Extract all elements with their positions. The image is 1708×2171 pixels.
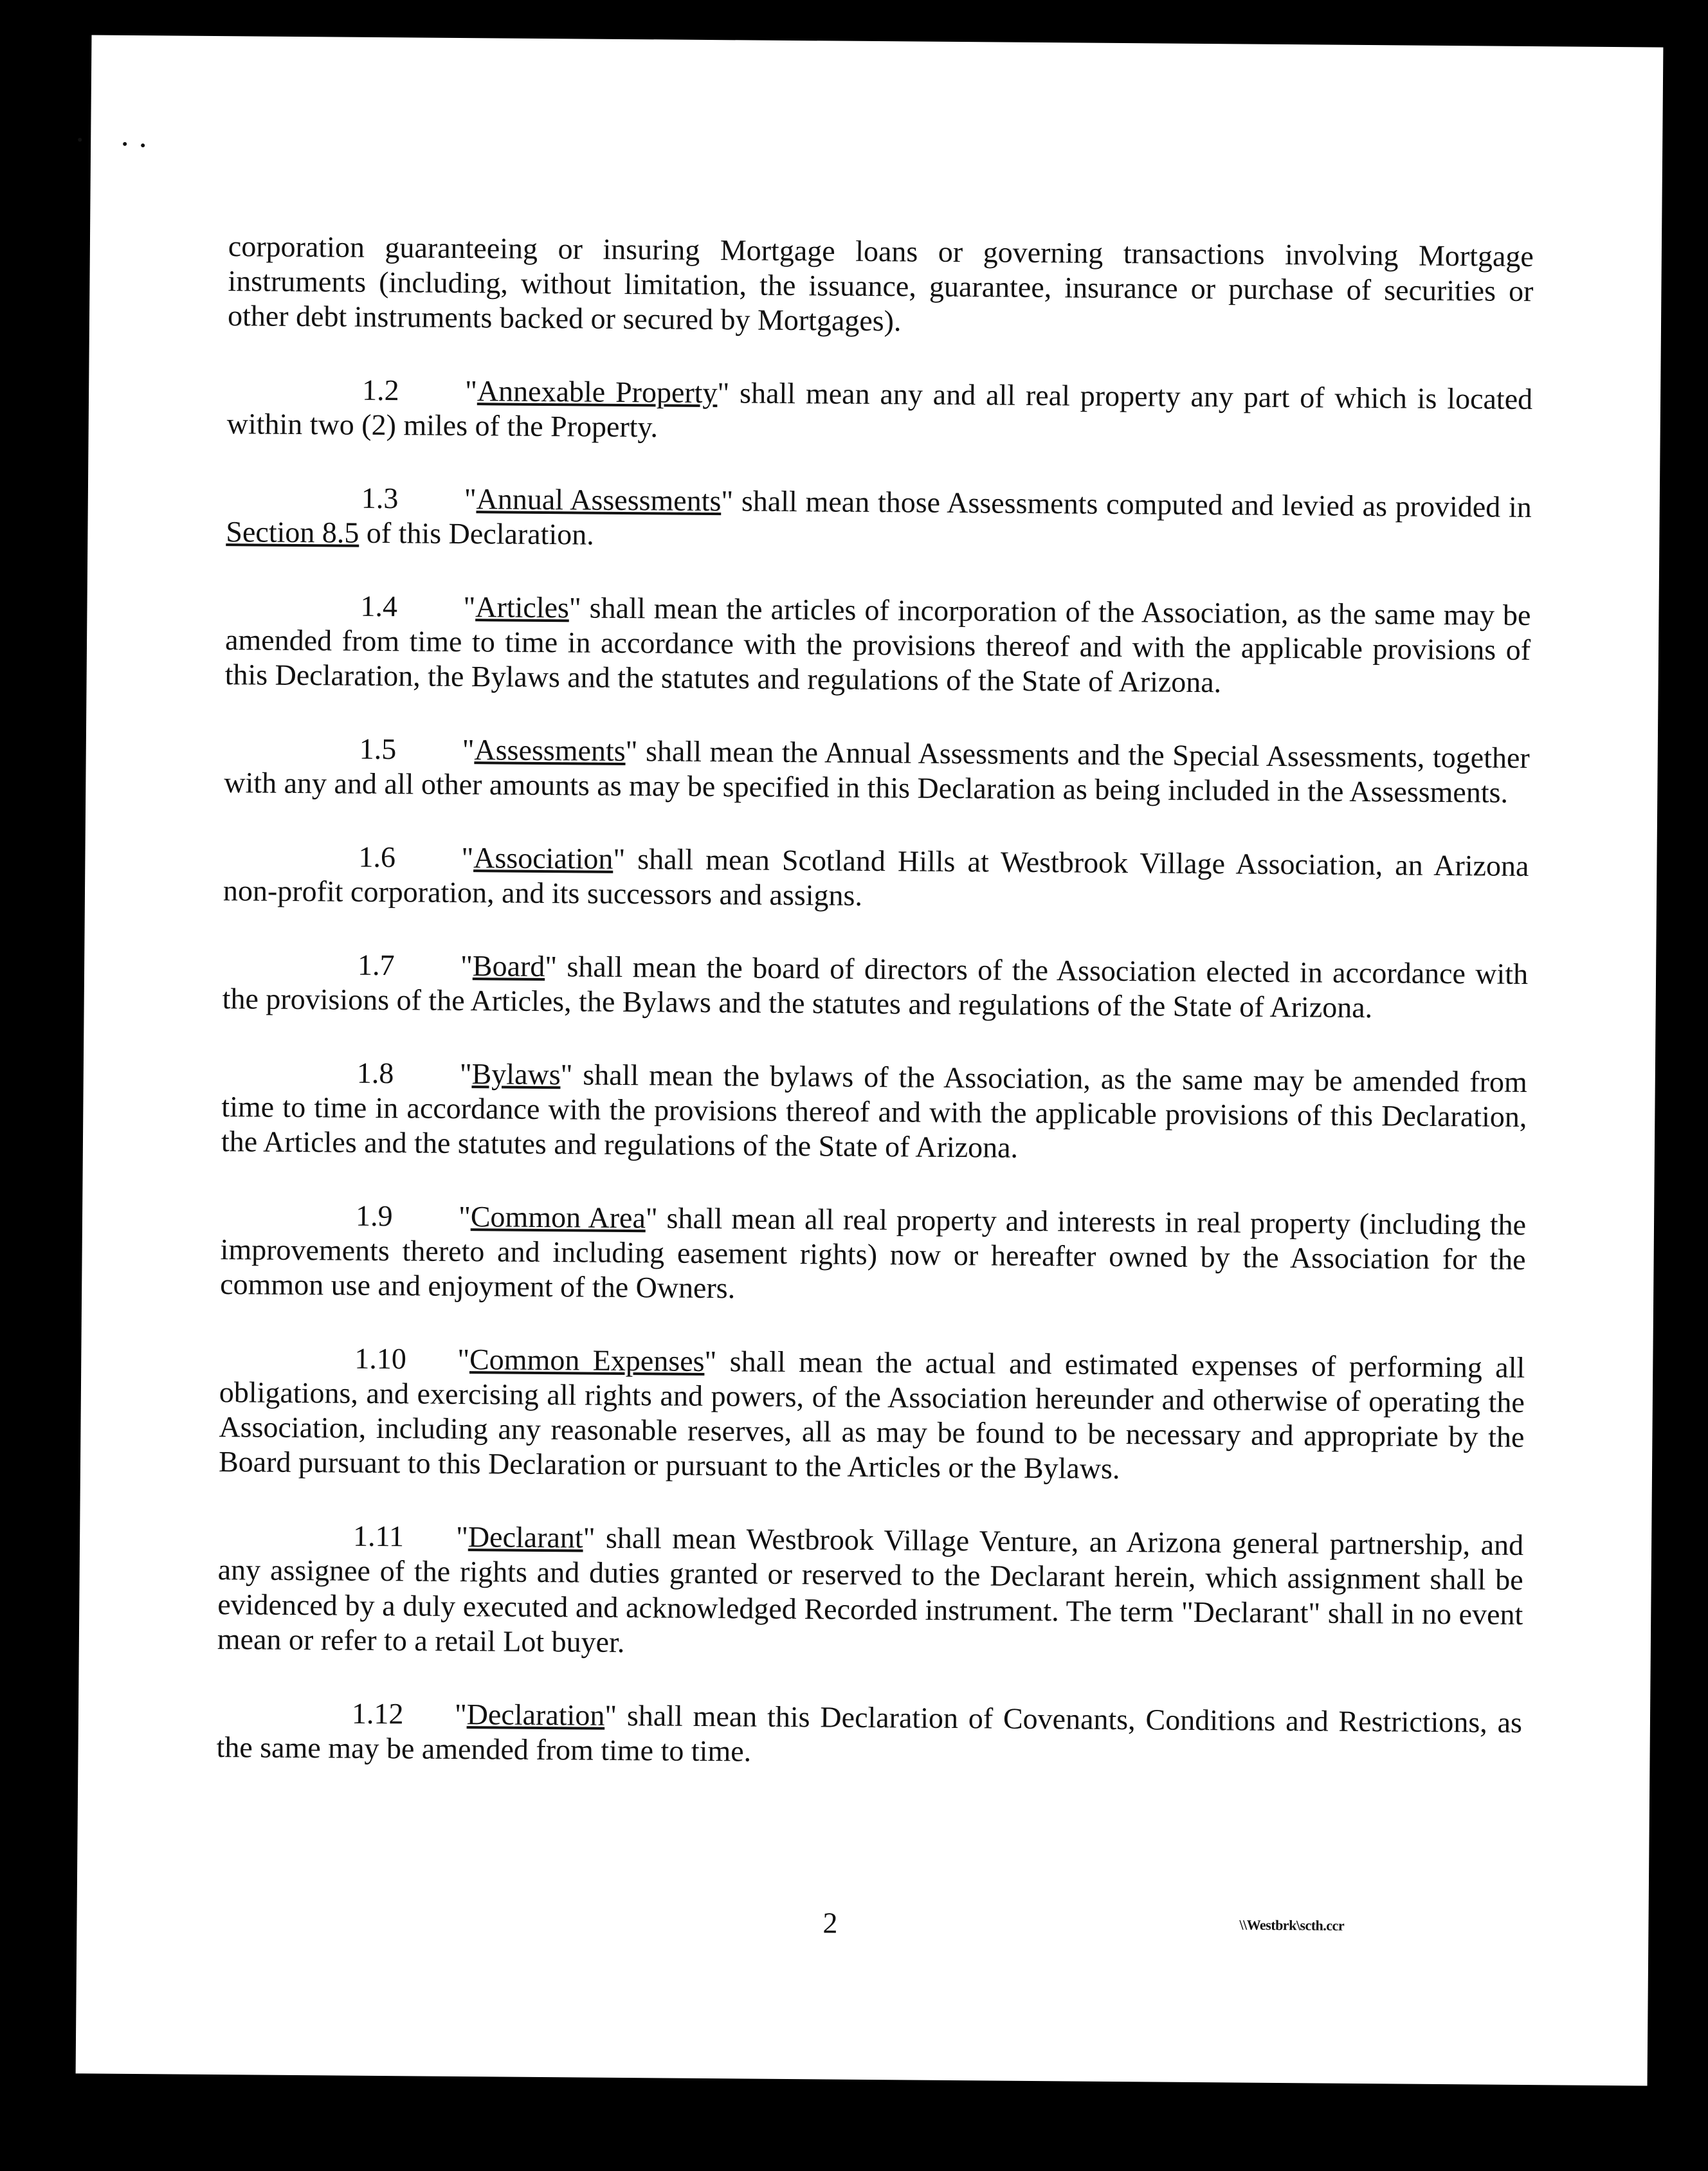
definition-1-10: 1.10 "Common Expenses" shall mean the actual and estimated expenses of performing all obligations, and exercising all rights and powers, of the Association hereunder and otherwise of operating the Association, including any reasonable reserves, all as may be found to be necessary and appropriate by the Board pursuant to this Declaration or pursuant to the Articles or the Bylaws. [218,1341,1525,1485]
scan-speck [78,138,82,141]
defined-term: Association [473,841,613,875]
definition-number: 1.12 [351,1696,404,1730]
document-body [216,229,1534,1813]
definition-number: 1.7 [357,948,395,982]
definition-text: shall mean those Assessments computed and levied as provided in [732,484,1532,524]
definition-text: of this Declaration. [359,516,594,551]
defined-term: Bylaws [471,1057,561,1091]
defined-term: Common Area [470,1200,646,1235]
document-page [76,35,1664,2085]
definition-text: shall mean the articles of incorporation of the Association, as the same may be amended from time to time in accordance with the provisions thereof and with the applicable provisions of this Declaration, the Bylaws and the statutes and regulations of the State of Arizona. [224,591,1531,699]
definition-text: shall mean the Annual Assessments and the Special Assessments, together with any and all other amounts as may be specified in this Declaration as being included in the Assessments. [224,734,1530,809]
definition-1-12: 1.12 "Declaration" shall mean this Declaration of Covenants, Conditions and Restrictions, as the same may be amended from time to time. [216,1696,1523,1768]
definition-number: 1.11 [352,1519,404,1553]
defined-term: Articles [475,590,570,624]
definition-1-4: 1.4 "Articles" shall mean the articles of incorporation of the Association, as the same may be amended from time to time in accordance with the provisions thereof and with the applicable provisions of this Declaration, the Bylaws and the statutes and regulations of the State of Arizona. [224,589,1531,699]
definition-number: 1.8 [356,1056,394,1090]
definition-number: 1.6 [358,840,396,874]
definition-number: 1.3 [361,481,399,515]
definition-number: 1.10 [354,1341,407,1376]
definition-1-2: 1.2 "Annexable Property" shall mean any and all real property any part of which is located within two (2) miles of the Property. [226,373,1533,444]
definition-text: shall mean the board of directors of the Association elected in accordance with the provisions of the Articles, the Bylaws and the statutes and regulations of the State of Arizona. [222,950,1529,1024]
defined-term: Assessments [474,733,626,768]
definition-text: shall mean this Declaration of Covenants, Conditions and Restrictions, as the same may be amended from time to time. [216,1698,1523,1768]
definition-number: 1.9 [355,1199,393,1233]
opening-paragraph [228,229,1534,343]
definition-text: shall mean all real property and interests in real property (including the improvements thereto and including easement rights) now or hereafter owned by the Association for the common use and enjoyment of the Owners. [220,1201,1527,1305]
definition-1-7: 1.7 "Board" shall mean the board of directors of the Association elected in accordance with the provisions of the Articles, the Bylaws and the statutes and regulations of the State of Arizona. [222,948,1529,1024]
defined-term: Declaration [466,1698,605,1732]
definition-text: shall mean the actual and estimated expenses of performing all obligations, and exercising all rights and powers, of the Association hereunder and otherwise of operating the Association, including any reasonable reserves, all as may be found to be necessary and appropriate by the Board pursuant to this Declaration or pursuant to the Articles or the Bylaws. [218,1345,1525,1485]
definition-number: 1.4 [360,589,398,623]
definition-1-3: 1.3 "Annual Assessments" shall mean those Assessments computed and levied as provided in Section 8.5 of this Declaration. [226,481,1532,551]
defined-term: Declarant [468,1520,583,1554]
defined-term: Annexable Property [477,374,718,410]
definition-number: 1.5 [359,732,397,766]
definition-text: shall mean Westbrook Village Venture, an Arizona general partnership, and any assignee of the rights and duties granted or reserved to the Declarant herein, which assignment shall be evidenced by a duly executed and acknowledged Recorded instrument. The term "Declarant" shall in no event mean or refer to a retail Lot buyer. [217,1521,1524,1659]
definition-1-6: 1.6 "Association" shall mean Scotland Hills at Westbrook Village Association, an Arizona non-profit corporation, and its successors and assigns. [223,840,1529,912]
page-number: 2 [822,1906,838,1939]
definition-1-5: 1.5 "Assessments" shall mean the Annual Assessments and the Special Assessments, together with any and all other amounts as may be specified in this Declaration as being included in the Assessments. [224,732,1530,809]
definition-1-8: 1.8 "Bylaws" shall mean the bylaws of the Association, as the same may be amended from time to time in accordance with the provisions thereof and with the applicable provisions of this Declaration, the Articles and the statutes and regulations of the State of Arizona. [221,1056,1527,1164]
definition-1-9: 1.9 "Common Area" shall mean all real property and interests in real property (including the improvements thereto and including easement rights) now or hereafter owned by the Association for the common use and enjoyment of the Owners. [220,1199,1527,1305]
scan-speck [123,142,127,146]
section-reference: Section 8.5 [226,515,359,549]
defined-term: Annual Assessments [476,482,722,518]
definition-text: shall mean Scotland Hills at Westbrook Village Association, an Arizona non-profit corporation, and its successors and assigns. [223,842,1529,912]
definition-number: 1.2 [361,373,399,407]
scan-speck [141,143,145,147]
definition-1-11: 1.11 "Declarant" shall mean Westbrook Village Venture, an Arizona general partnership, and any assignee of the rights and duties granted or reserved to the Declarant herein, which assignment shall be evidenced by a duly executed and acknowledged Recorded instrument. The term "Declarant" shall in no event mean or refer to a retail Lot buyer. [217,1519,1524,1659]
defined-term: Board [472,949,545,983]
opening-text: corporation guaranteeing or insuring Mortgage loans or governing transactions involving Mortgage instruments (including, without limitation, the issuance, guarantee, insurance or purchase of securities or other debt instruments backed or secured by Mortgages). [227,230,1534,338]
defined-term: Common Expenses [469,1343,705,1377]
definition-text: shall mean the bylaws of the Association, as the same may be amended from time to time in accordance with the provisions thereof and with the applicable provisions of this Declaration, the Articles and the statutes and regulations of the State of Arizona. [221,1058,1527,1164]
file-reference: \\Westbrk\scth.ccr [1239,1916,1345,1934]
definition-text: shall mean any and all real property any part of which is located within two (2) miles of the Property. [226,376,1533,444]
